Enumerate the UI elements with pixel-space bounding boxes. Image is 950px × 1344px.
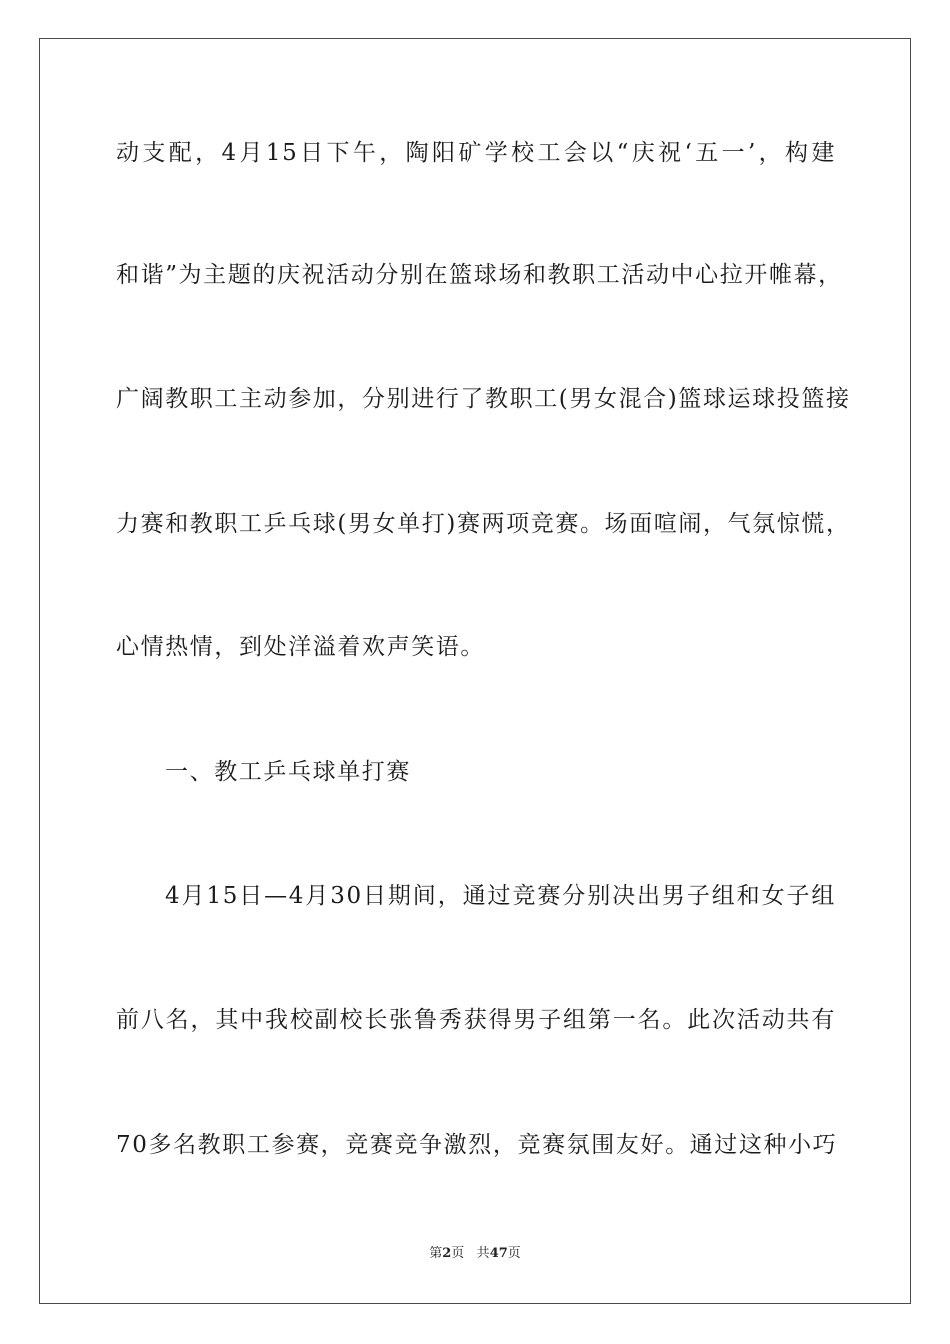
footer-page-number: 2 xyxy=(442,1246,452,1261)
body-text-line-5: 心情热情，到处洋溢着欢声笑语。 xyxy=(116,634,485,660)
page-footer xyxy=(0,1245,950,1263)
page-border xyxy=(39,38,911,1304)
footer-total-pages: 47 xyxy=(489,1246,508,1261)
footer-total-suffix: 页 xyxy=(507,1246,521,1261)
footer-total-prefix: 共 xyxy=(476,1246,490,1261)
body-text-line-7: 4月15日—4月30日期间，通过竞赛分别决出男子组和女子组 xyxy=(165,883,836,909)
footer-page-suffix: 页 xyxy=(451,1246,465,1261)
body-text-line-8: 前八名，其中我校副校长张鲁秀获得男子组第一名。此次活动共有 xyxy=(116,1007,836,1033)
body-text-line-3: 广阔教职工主动参加，分别进行了教职工(男女混合)篮球运球投篮接 xyxy=(116,386,851,412)
section-heading: 一、教工乒乓球单打赛 xyxy=(165,759,411,785)
footer-page-prefix: 第 xyxy=(429,1246,443,1261)
body-text-line-9: 70多名教职工参赛，竞赛竞争激烈，竞赛氛围友好。通过这种小巧 xyxy=(116,1132,838,1158)
body-text-line-2: 和谐”为主题的庆祝活动分别在篮球场和教职工活动中心拉开帷幕， xyxy=(116,262,843,288)
body-text-line-1: 动支配，4月15日下午，陶阳矿学校工会以“庆祝‘五一’，构建 xyxy=(116,140,836,166)
body-text-line-4: 力赛和教职工乒乓球(男女单打)赛两项竞赛。场面喧闹，气氛惊慌， xyxy=(116,511,851,537)
